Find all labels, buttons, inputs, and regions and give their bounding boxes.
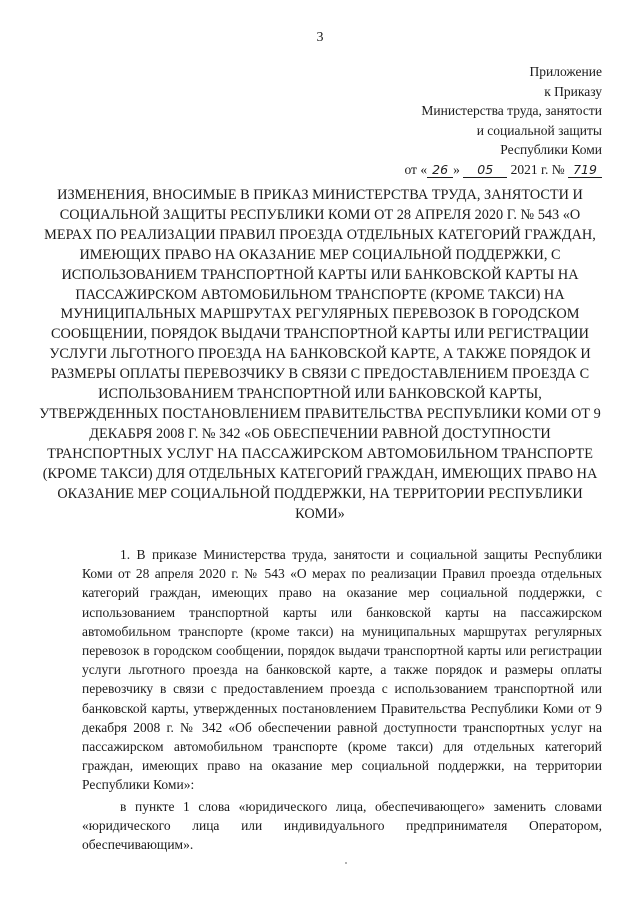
day-suffix: » xyxy=(453,161,460,177)
appendix-block xyxy=(404,62,602,179)
body-paragraph: 1. В приказе Министерства труда, занятости и социальной защиты Республики Коми от 28 апреля 2020 г. № 543 «О мерах по реализации Правил проезда отдельных категорий граждан, имеющих право на оказание мер социальной поддержки, с использованием транспортной карты или банковской карты на пассажирском автомобильном транспорте (кроме такси) на муниципальных маршрутах регулярных перевозок в городском сообщении, порядок выдачи транспортной карты или регистрации услуги льготного проезда на банковской карте, а также порядок и размеры оплаты перевозчику в связи с предоставлением проезда с использованием транспортной или банковской карты, утвержденных постановлением Правительства Республики Коми от 9 декабря 2008 г. № 342 «Об обеспечении равной доступности транспортных услуг на пассажирском автомобильном транспорте (кроме такси) для отдельных категорий граждан, имеющих право на оказание мер социальной поддержки, на территории Республики Коми»: xyxy=(82,547,602,793)
body-paragraph: в пункте 1 слова «юридического лица, обеспечивающего» заменить словами «юридического лица или индивидуального предпринимателя Оператором, обеспечивающим». xyxy=(82,798,602,853)
document-body xyxy=(82,545,602,854)
handwritten-month: 05 xyxy=(463,163,507,178)
handwritten-order-number: 719 xyxy=(568,163,602,178)
appendix-date-line xyxy=(404,160,602,180)
appendix-line: Приложение xyxy=(529,64,602,79)
appendix-line: и социальной защиты xyxy=(476,122,602,138)
year-text: 2021 г. № xyxy=(510,161,565,177)
handwritten-day: 26 xyxy=(427,163,453,178)
page-number: 3 xyxy=(316,30,324,45)
appendix-line: Республики Коми xyxy=(500,142,602,157)
scan-speck xyxy=(345,862,347,864)
appendix-line: Министерства труда, занятости xyxy=(421,103,602,118)
appendix-line: к Приказу xyxy=(544,83,602,99)
date-prefix: от « xyxy=(404,161,428,177)
document-title: ИЗМЕНЕНИЯ, ВНОСИМЫЕ В ПРИКАЗ МИНИСТЕРСТВА ТРУДА, ЗАНЯТОСТИ И СОЦИАЛЬНОЙ ЗАЩИТЫ РЕСПУБЛИКИ КОМИ ОТ 28 АПРЕЛЯ 2020 Г. № 543 «О МЕРАХ ПО РЕАЛИЗАЦИИ ПРАВИЛ ПРОЕЗДА ОТДЕЛЬНЫХ КАТЕГОРИЙ ГРАЖДАН, ИМЕЮЩИХ ПРАВО НА ОКАЗАНИЕ МЕР СОЦИАЛЬНОЙ ПОДДЕРЖКИ, С ИСПОЛЬЗОВАНИЕМ ТРАНСПОРТНОЙ КАРТЫ ИЛИ БАНКОВСКОЙ КАРТЫ НА ПАССАЖИРСКОМ АВТОМОБИЛЬНОМ ТРАНСПОРТЕ (КРОМЕ ТАКСИ) НА МУНИЦИПАЛЬНЫХ МАРШРУТАХ РЕГУЛЯРНЫХ ПЕРЕВОЗОК В ГОРОДСКОМ СООБЩЕНИИ, ПОРЯДОК ВЫДАЧИ ТРАНСПОРТНОЙ КАРТЫ ИЛИ РЕГИСТРАЦИИ УСЛУГИ ЛЬГОТНОГО ПРОЕЗДА НА БАНКОВСКОЙ КАРТЕ, А ТАКЖЕ ПОРЯДОК И РАЗМЕРЫ ОПЛАТЫ ПЕРЕВОЗЧИКУ В СВЯЗИ С ПРЕДОСТАВЛЕНИЕМ ПРОЕЗДА С ИСПОЛЬЗОВАНИЕМ ТРАНСПОРТНОЙ ИЛИ БАНКОВСКОЙ КАРТЫ, УТВЕРЖДЕННЫХ ПОСТАНОВЛЕНИЕМ ПРАВИТЕЛЬСТВА РЕСПУБЛИКИ КОМИ ОТ 9 ДЕКАБРЯ 2008 Г. № 342 «ОБ ОБЕСПЕЧЕНИИ РАВНОЙ ДОСТУПНОСТИ ТРАНСПОРТНЫХ УСЛУГ НА ПАССАЖИРСКОМ АВТОМОБИЛЬНОМ ТРАНСПОРТЕ (КРОМЕ ТАКСИ) ДЛЯ ОТДЕЛЬНЫХ КАТЕГОРИЙ ГРАЖДАН, ИМЕЮЩИХ ПРАВО НА ОКАЗАНИЕ МЕР СОЦИАЛЬНОЙ ПОДДЕРЖКИ, НА ТЕРРИТОРИИ РЕСПУБЛИКИ КОМИ» xyxy=(39,187,601,522)
